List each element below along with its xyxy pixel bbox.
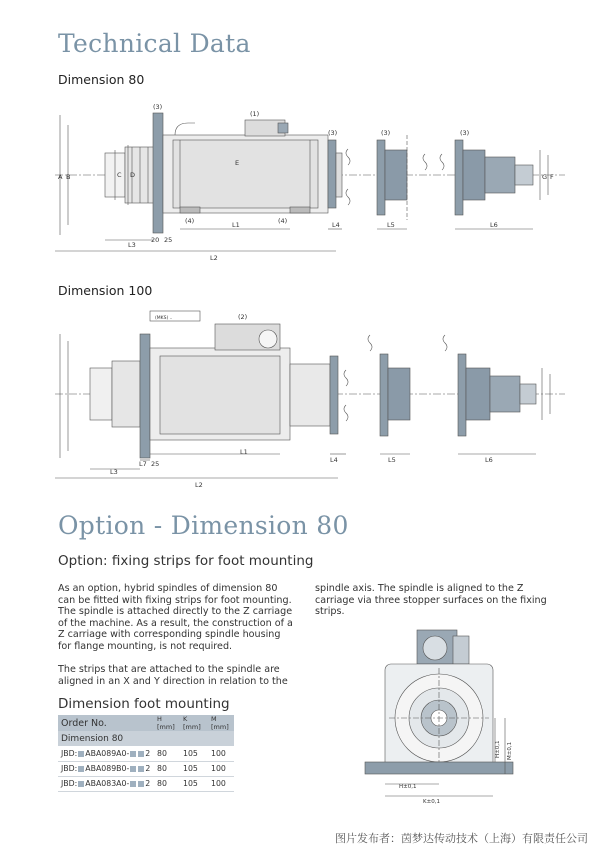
option-paragraph-2: The strips that are attached to the spindle are aligned in an X and Y direction in relation to the — [58, 664, 288, 687]
foot-mounting-heading: Dimension foot mounting — [58, 696, 230, 712]
dim-c: C — [117, 171, 122, 179]
order-prefix: JBD: — [61, 764, 78, 773]
mks-label: (MKS) .. — [155, 316, 173, 321]
placeholder-square — [138, 781, 144, 787]
h-cell: 80 — [154, 776, 180, 791]
dim-25: 25 — [164, 236, 173, 244]
dim-100-l3: L3 — [110, 468, 118, 476]
order-prefix: JBD: — [61, 779, 78, 788]
dim-l1: L1 — [232, 221, 240, 229]
dim-l5: L5 — [387, 221, 395, 229]
m-cell: 100 — [208, 776, 234, 791]
dim-f: F — [550, 173, 554, 181]
m-cell: 100 — [208, 761, 234, 776]
dim-d: D — [130, 171, 136, 179]
dim-g: G — [542, 173, 548, 181]
placeholder-square — [78, 766, 84, 772]
foot-mounting-drawing — [355, 628, 515, 806]
header-m: M [mm] — [208, 715, 234, 731]
placeholder-square — [130, 781, 136, 787]
dimension-100-drawing — [50, 306, 570, 492]
dim-100-l7: L7 — [139, 460, 147, 468]
k-cell: 105 — [180, 776, 208, 791]
option-text-right — [315, 583, 555, 629]
m-cell: 100 — [208, 746, 234, 761]
table-row — [58, 761, 234, 776]
table-row — [58, 746, 234, 761]
callout-1: (1) — [250, 110, 260, 118]
option-text-left — [58, 583, 293, 699]
group-label: Dimension 80 — [58, 731, 234, 746]
k-cell: 105 — [180, 761, 208, 776]
dim-100-l5: L5 — [388, 456, 396, 464]
callout-4-b: (4) — [278, 217, 288, 225]
table-row — [58, 776, 234, 791]
callout-3-a: (3) — [153, 103, 163, 111]
k-cell: 105 — [180, 746, 208, 761]
dim-100-l4: L4 — [330, 456, 338, 464]
footer-publisher: 图片发布者：茵梦达传动技术（上海）有限责任公司 — [335, 832, 588, 845]
dim-e: E — [235, 159, 240, 167]
placeholder-square — [78, 781, 84, 787]
header-order-no: Order No. — [58, 715, 154, 731]
table-header-row — [58, 715, 234, 731]
placeholder-square — [138, 751, 144, 757]
order-suffix: 2 — [145, 748, 151, 758]
callout-3-c: (3) — [381, 129, 391, 137]
table-group-row — [58, 731, 234, 746]
dim-h-horizontal: H±0,1 — [399, 784, 417, 790]
callout-3-b: (3) — [328, 129, 338, 137]
dim-l3: L3 — [128, 241, 136, 249]
dim-h-vertical: H±0,1 — [495, 740, 501, 758]
dim-100-l2: L2 — [195, 481, 203, 489]
order-code: ABA089A0- — [85, 748, 130, 758]
placeholder-square — [130, 766, 136, 772]
dim-b: B — [66, 173, 71, 181]
header-h: H [mm] — [154, 715, 180, 731]
dim-100-25: 25 — [151, 460, 160, 468]
dim-a: A — [58, 173, 63, 181]
option-title: Option - Dimension 80 — [58, 511, 349, 540]
placeholder-square — [78, 751, 84, 757]
h-cell: 80 — [154, 746, 180, 761]
option-paragraph-3: spindle axis. The spindle is aligned to the Z carriage via three stopper surfaces on the fixing strips. — [315, 583, 547, 618]
placeholder-square — [130, 751, 136, 757]
foot-mounting-table — [58, 715, 234, 792]
order-no-cell — [58, 776, 154, 791]
dim-k: K±0,1 — [423, 799, 440, 805]
order-no-cell — [58, 746, 154, 761]
callout-2: (2) — [238, 313, 248, 321]
placeholder-square — [138, 766, 144, 772]
option-paragraph-1: As an option, hybrid spindles of dimension 80 can be fitted with fixing strips for foot mounting. The spindle is attached directly to the Z carriage of the machine. As a result, the construction of a Z carriage with corresponding spindle housing for flange mounting, is not required. — [58, 583, 293, 652]
dim-100-l6: L6 — [485, 456, 493, 464]
dim-l6: L6 — [490, 221, 498, 229]
callout-3-d: (3) — [460, 129, 470, 137]
dim-l4: L4 — [332, 221, 340, 229]
order-prefix: JBD: — [61, 748, 78, 758]
dim-20: 20 — [151, 236, 160, 244]
h-cell: 80 — [154, 761, 180, 776]
page-title: Technical Data — [58, 29, 251, 58]
dimension-80-drawing — [50, 95, 570, 265]
order-no-cell — [58, 761, 154, 776]
callout-4-a: (4) — [185, 217, 195, 225]
dimension-100-heading: Dimension 100 — [58, 283, 153, 298]
dim-100-l1: L1 — [240, 448, 248, 456]
order-suffix: 2 — [145, 779, 151, 788]
header-k: K [mm] — [180, 715, 208, 731]
dim-l2: L2 — [210, 254, 218, 262]
option-subtitle: Option: fixing strips for foot mounting — [58, 553, 314, 569]
dimension-80-heading: Dimension 80 — [58, 72, 145, 87]
order-suffix: 2 — [145, 764, 151, 773]
order-code: ABA083A0- — [85, 779, 130, 788]
order-code: ABA089B0- — [85, 764, 130, 773]
dim-m: M±0,1 — [507, 741, 513, 760]
